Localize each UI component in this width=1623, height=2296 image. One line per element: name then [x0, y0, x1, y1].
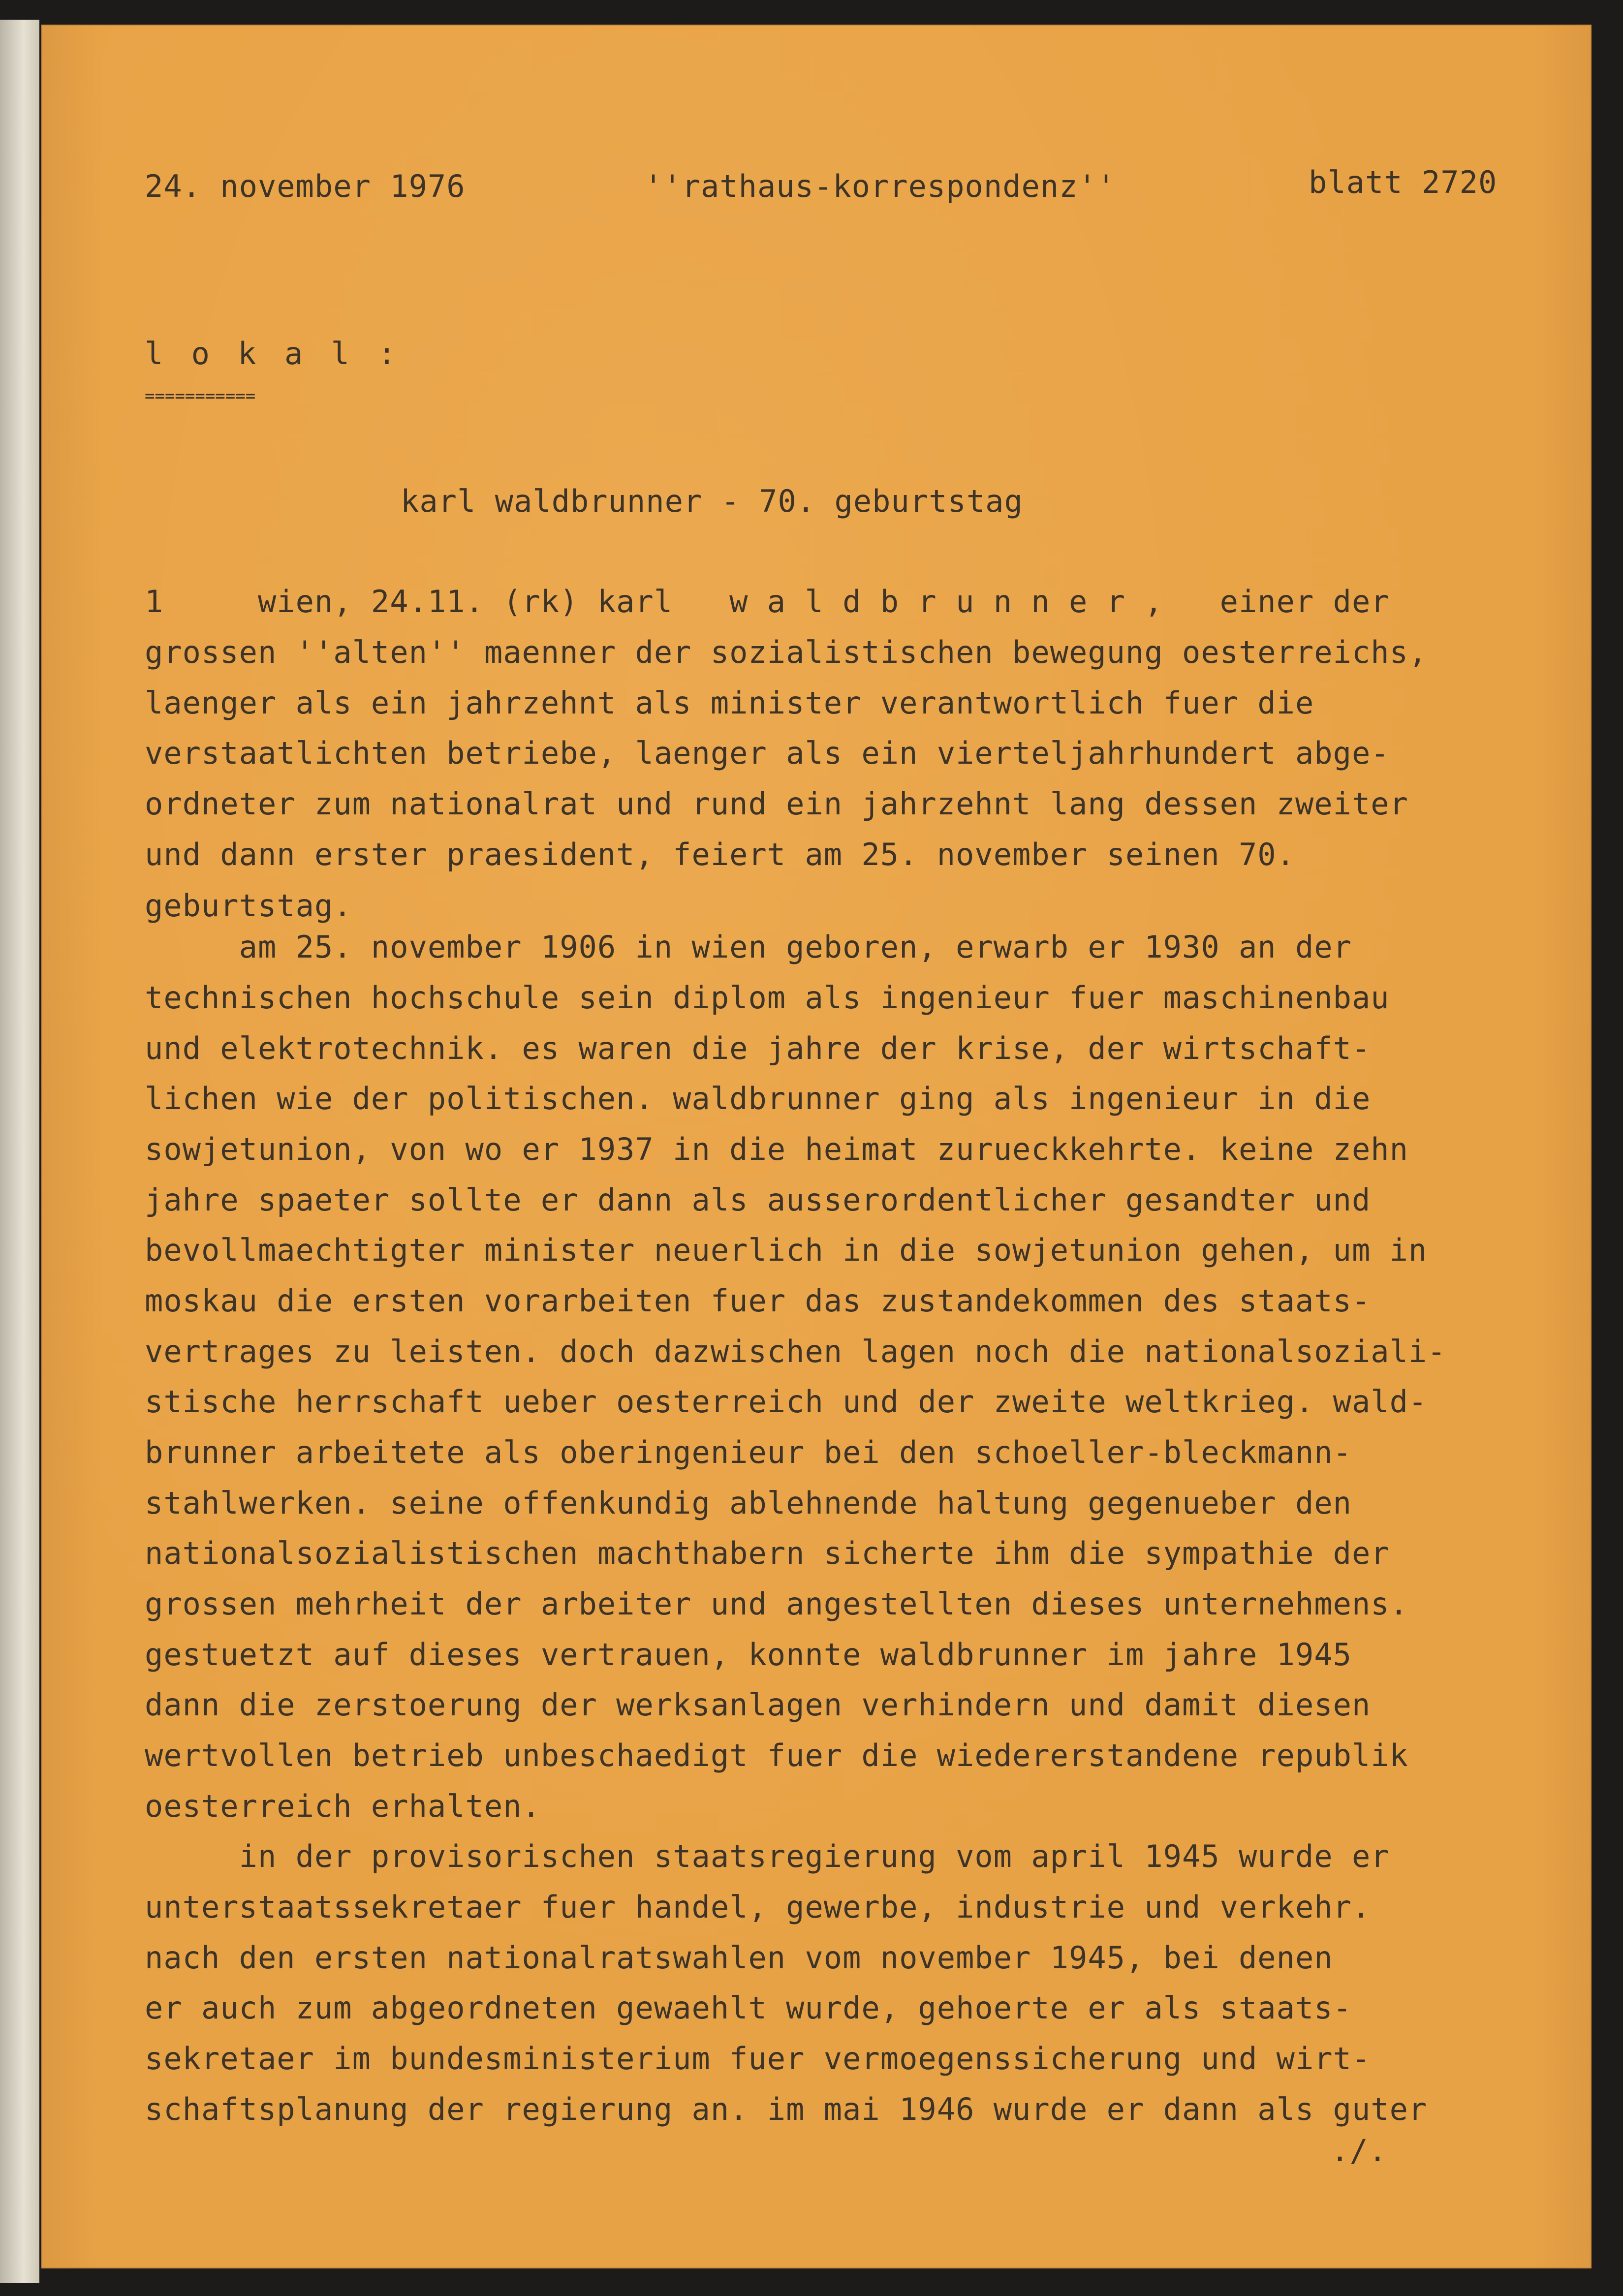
header-source: ''rathaus-korrespondenz''	[644, 168, 1116, 204]
section-label: l o k a l :	[145, 336, 401, 372]
body-line: sekretaer im bundesministerium fuer vermoegenssicherung und wirt-	[145, 2041, 1371, 2077]
body-line: ordneter zum nationalrat und rund ein jahrzehnt lang dessen zweiter	[145, 786, 1408, 822]
body-line: lichen wie der politischen. waldbrunner ging als ingenieur in die	[145, 1081, 1371, 1117]
body-line: jahre spaeter sollte er dann als ausserordentlicher gesandter und	[145, 1182, 1371, 1218]
body-line: und dann erster praesident, feiert am 25. november seinen 70.	[145, 837, 1295, 872]
body-line: schaftsplanung der regierung an. im mai 1946 wurde er dann als guter	[145, 2091, 1428, 2127]
body-line: nach den ersten nationalratswahlen vom november 1945, bei denen	[145, 1940, 1333, 1976]
body-line: grossen mehrheit der arbeiter und angestellten dieses unternehmens.	[145, 1586, 1408, 1622]
document-page	[41, 25, 1592, 2268]
body-line: sowjetunion, von wo er 1937 in die heimat zurueckkehrte. keine zehn	[145, 1131, 1408, 1167]
body-line: bevollmaechtigter minister neuerlich in die sowjetunion gehen, um in	[145, 1232, 1428, 1268]
body-line: grossen ''alten'' maenner der sozialistischen bewegung oesterreichs,	[145, 634, 1428, 670]
header-date: 24. november 1976	[145, 168, 466, 204]
body-line: er auch zum abgeordneten gewaehlt wurde, gehoerte er als staats-	[145, 1990, 1352, 2026]
body-line: in der provisorischen staatsregierung vom april 1945 wurde er	[145, 1838, 1390, 1874]
body-line: moskau die ersten vorarbeiten fuer das zustandekommen des staats-	[145, 1283, 1371, 1319]
body-line: gestuetzt auf dieses vertrauen, konnte waldbrunner im jahre 1945	[145, 1637, 1352, 1673]
article-headline: karl waldbrunner - 70. geburtstag	[401, 483, 1023, 519]
section-underline: ===========	[145, 386, 256, 406]
body-line: und elektrotechnik. es waren die jahre der krise, der wirtschaft-	[145, 1030, 1371, 1066]
body-line: oesterreich erhalten.	[145, 1788, 541, 1824]
body-line: stische herrschaft ueber oesterreich und der zweite weltkrieg. wald-	[145, 1384, 1428, 1420]
header-sheet-number: blatt 2720	[1309, 164, 1498, 200]
continuation-mark: ./.	[1331, 2133, 1387, 2169]
body-line: technischen hochschule sein diplom als ingenieur fuer maschinenbau	[145, 980, 1390, 1016]
body-line: stahlwerken. seine offenkundig ablehnende haltung gegenueber den	[145, 1485, 1352, 1521]
body-line: 1 wien, 24.11. (rk) karl w a l d b r u n n e r , einer der	[145, 584, 1390, 620]
body-line: laenger als ein jahrzehnt als minister verantwortlich fuer die	[145, 685, 1314, 721]
body-line: vertrages zu leisten. doch dazwischen lagen noch die nationalsoziali-	[145, 1334, 1446, 1369]
body-line: brunner arbeitete als oberingenieur bei den schoeller-bleckmann-	[145, 1434, 1352, 1470]
body-line: verstaatlichten betriebe, laenger als ein vierteljahrhundert abge-	[145, 735, 1390, 771]
body-line: nationalsozialistischen machthabern sicherte ihm die sympathie der	[145, 1535, 1390, 1571]
adjacent-page-edge	[0, 20, 39, 2283]
body-line: wertvollen betrieb unbeschaedigt fuer die wiedererstandene republik	[145, 1738, 1408, 1773]
body-line: unterstaatssekretaer fuer handel, gewerbe, industrie und verkehr.	[145, 1889, 1371, 1925]
body-line: geburtstag.	[145, 888, 352, 924]
body-line: am 25. november 1906 in wien geboren, erwarb er 1930 an der	[145, 929, 1352, 965]
body-line: dann die zerstoerung der werksanlagen verhindern und damit diesen	[145, 1687, 1371, 1723]
